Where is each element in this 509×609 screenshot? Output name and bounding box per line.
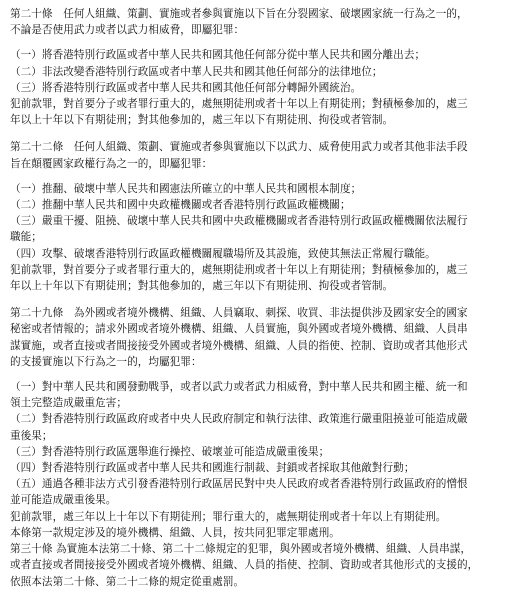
article-29-item: （五）通過各種非法方式引發香港特別行政區居民對中央人民政府或者香港特別行政區政府的憎恨 [10,478,468,491]
article-22-penalty-line: 年以上十年以下有期徒刑；對其他參加的，處三年以下有期徒刑、拘役或者管制。 [10,280,394,293]
article-29-penalty-line: 犯前款罪，處三年以上十年以下有期徒刑；罪行重大的，處無期徒刑或者十年以上有期徒刑。 [10,510,447,523]
article-29-intro-line: 秘密或者情報的；請求外國或者境外機構、組織、人員實施，與外國或者境外機構、組織、人員串 [10,323,468,336]
article-22-penalty-line: 犯前款罪，對首要分子或者罪行重大的，處無期徒刑或者十年以上有期徒刑；對積極參加的，處三 [10,263,468,276]
article-29 [10,305,499,541]
article-20-item: （三）將香港特別行政區或者中華人民共和國其他任何部分轉歸外國統治。 [10,81,362,94]
article-30-line: 依照本法第二十條、第二十二條的規定從重處罰。 [10,575,245,588]
article-20-penalty-line: 犯前款罪，對首要分子或者罪行重大的，處無期徒刑或者十年以上有期徒刑；對積極參加的，處三 [10,98,468,111]
article-29-penalty-line: 本條第一款規定涉及的境外機構、組織、人員，按共同犯罪定罪處刑。 [10,526,340,539]
article-22-item: （四）攻擊、破壞香港特別行政區政權機關履職場所及其設施，致使其無法正常履行職能。 [10,247,436,260]
article-22-item: （一）推翻、破壞中華人民共和國憲法所確立的中華人民共和國根本制度； [10,182,362,195]
article-20-intro-line: 不論是否使用武力或者以武力相威脅，即屬犯罪： [10,24,245,37]
article-30 [10,541,499,590]
article-29-item: 領土完整造成嚴重危害； [10,397,128,410]
article-29-item: （一）對中華人民共和國發動戰爭，或者以武力或者武力相威脅，對中華人民共和國主權、統一和 [10,381,468,394]
article-29-item: 並可能造成嚴重後果。 [10,494,117,507]
article-20-item: （一）將香港特別行政區或者中華人民共和國其他任何部分從中華人民共和國分離出去； [10,49,426,62]
article-30-line: 或者直接或者間接接受外國或者境外機構、組織、人員的指使、控制、資助或者其他形式的支援的， [10,559,479,572]
article-20-intro-line: 第二十條 任何人組織、策劃、實施或者參與實施以下旨在分裂國家、破壞國家統一行為之一的， [10,8,468,20]
article-22-item: （二）推翻中華人民共和國中央政權機關或者香港特別行政區政權機關； [10,199,351,212]
article-22-item: （三）嚴重干擾、阻撓、破壞中華人民共和國中央政權機關或者香港特別行政區政權機關依法履行 [10,215,468,228]
article-22 [10,139,499,294]
article-20 [10,6,499,128]
article-22-intro-line: 旨在顛覆國家政權行為之一的，即屬犯罪： [10,157,213,170]
article-22-intro-line: 第二十二條 任何人組織、策劃、實施或者參與實施以下以武力、威脅使用武力或者其他非法手段 [10,141,468,154]
article-29-item: （四）對香港特別行政區或者中華人民共和國進行制裁、封鎖或者採取其他敵對行動； [10,462,415,475]
article-29-item: （三）對香港特別行政區選舉進行操控、破壞並可能造成嚴重後果； [10,445,330,458]
article-20-item: （二）非法改變香港特別行政區或者中華人民共和國其他任何部分的法律地位； [10,65,383,78]
article-30-line: 第三十條 為實施本法第二十條、第二十二條規定的犯罪，與外國或者境外機構、組織、人員串謀， [10,543,472,556]
article-22-item: 職能； [10,231,42,244]
article-29-item: （二）對香港特別行政區政府或者中央人民政府制定和執行法律、政策進行嚴重阻撓並可能造成嚴 [10,413,468,426]
article-29-intro-line: 第二十九條 為外國或者境外機構、組織、人員竊取、刺探、收買、非法提供涉及國家安全的國家 [10,307,468,320]
article-29-item: 重後果； [10,429,53,442]
article-20-penalty-line: 年以上十年以下有期徒刑；對其他參加的，處三年以下有期徒刑、拘役或者管制。 [10,114,394,127]
article-29-intro-line: 的支援實施以下行為之一的，均屬犯罪： [10,355,202,368]
article-29-intro-line: 謀實施，或者直接或者間接接受外國或者境外機構、組織、人員的指使、控制、資助或者其他形式 [10,339,468,352]
